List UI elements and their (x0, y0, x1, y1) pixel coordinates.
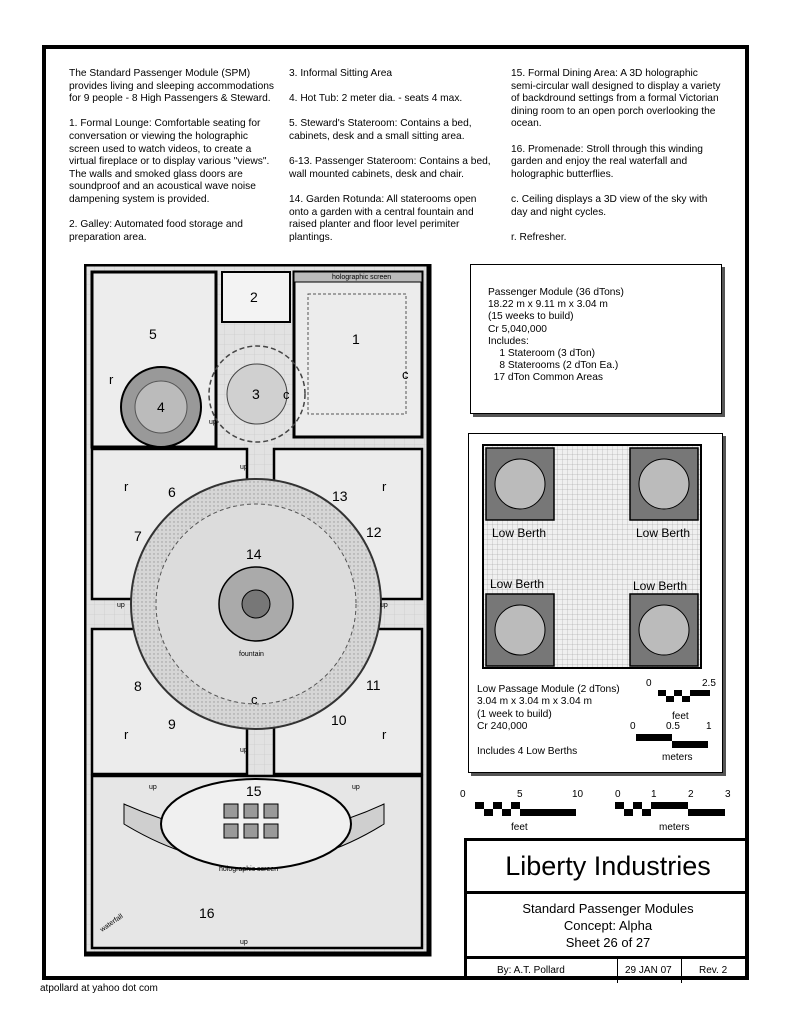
room-8: 8 (134, 678, 142, 694)
label-up-7: up (240, 939, 248, 946)
notes-column-3 (511, 68, 721, 257)
label-holo-dining: holographic screen (219, 866, 279, 873)
passenger-module-floor-plan (84, 264, 434, 964)
low-passage-module-plan (482, 444, 702, 669)
note-5: 5. Steward's Stateroom: Contains a bed, cabinets, desk and a small sitting area. (289, 118, 472, 142)
feet-tick-2: 10 (572, 789, 584, 800)
author-contact: atpollard at yahoo dot com (40, 983, 158, 994)
drawing-date: 29 JAN 07 (625, 965, 672, 976)
low-meters-tick-0: 0 (630, 721, 636, 732)
label-up-2: up (117, 602, 125, 609)
title-block (464, 838, 749, 980)
spec-line: Includes: (488, 335, 529, 347)
low-spec-line: (1 week to build) (477, 708, 552, 720)
label-up-6: up (352, 784, 360, 791)
passenger-module-specs (470, 264, 722, 414)
low-feet-tick-0: 0 (646, 678, 652, 689)
note-14: 14. Garden Rotunda: All staterooms open onto a garden with a central fountain and raised planter and floor level perimiter plantings. (289, 193, 477, 243)
low-meters-unit: meters (662, 752, 693, 763)
low-berth-label-3: Low Berth (490, 577, 545, 591)
note-6-13: 6-13. Passenger Stateroom: Contains a bed, wall mounted cabinets, desk and chair. (289, 156, 491, 180)
meters-tick-2: 2 (688, 789, 694, 800)
note-1: 1. Formal Lounge: Comfortable seating for conversation or viewing the holographic screen used to watch videos, to create a virtual fireplace or to display various "views". The walls and smoked glass doors are soundproof and an acoustical wave noise dampening system is provided. (69, 118, 270, 205)
label-r-2: r (124, 479, 129, 494)
room-1: 1 (352, 331, 360, 347)
room-4: 4 (157, 399, 165, 415)
title-footer (467, 956, 749, 983)
note-4: 4. Hot Tub: 2 meter dia. - seats 4 max. (289, 93, 463, 105)
low-spec-line: Cr 240,000 (477, 721, 528, 733)
room-2: 2 (250, 289, 258, 305)
note-c: c. Ceiling displays a 3D view of the sky with day and night cycles. (511, 193, 708, 218)
label-up-5: up (149, 784, 157, 791)
room-13: 13 (332, 488, 348, 504)
spec-line: (15 weeks to build) (488, 311, 574, 323)
low-feet-unit: feet (672, 711, 689, 722)
label-fountain: fountain (239, 651, 264, 658)
spec-line: 18.22 m x 9.11 m x 3.04 m (488, 299, 608, 311)
label-c-1: c (283, 387, 290, 402)
room-10: 10 (331, 712, 347, 728)
room-7: 7 (134, 528, 142, 544)
spec-line: 17 dTon Common Areas (488, 372, 603, 384)
meters-unit: meters (659, 822, 690, 833)
low-berth-label-4: Low Berth (633, 579, 688, 593)
title-info (467, 894, 749, 956)
room-6: 6 (168, 484, 176, 500)
low-spec-line: 3.04 m x 3.04 m x 3.04 m (477, 696, 592, 708)
spec-line: 1 Stateroom (3 dTon) (488, 348, 596, 360)
company-name: Liberty Industries (467, 841, 749, 894)
room-12: 12 (366, 524, 382, 540)
label-up-3: up (380, 602, 388, 609)
spec-line: 8 Staterooms (2 dTon Ea.) (488, 360, 619, 372)
label-r-1: r (109, 372, 114, 387)
label-r-3: r (382, 479, 387, 494)
feet-unit: feet (511, 822, 528, 833)
low-meters-tick-1: 0.5 (666, 721, 680, 732)
spec-line: Passenger Module (36 dTons) (488, 287, 624, 298)
note-16: 16. Promenade: Stroll through this winding garden and enjoy the real waterfall and holographic butterflies. (511, 143, 703, 180)
note-3: 3. Informal Sitting Area (289, 68, 393, 79)
low-berth-label-2: Low Berth (636, 526, 691, 540)
main-scales (455, 785, 745, 835)
label-c-3: c (251, 692, 258, 707)
label-up-4: up (240, 747, 248, 754)
note-15: 15. Formal Dining Area: A 3D holographic semi-circular wall designed to display a variety of backdround settings from a formal Victorian dining room to an open porch overlooking the ocean. (511, 68, 721, 130)
note-r: r. Refresher. (511, 231, 567, 243)
label-up-8: up (209, 419, 217, 426)
room-15: 15 (246, 783, 262, 799)
room-14: 14 (246, 546, 262, 562)
low-spec-line (477, 734, 620, 746)
low-passage-module-specs (477, 684, 620, 758)
feet-tick-1: 5 (517, 789, 523, 800)
low-spec-line: Includes 4 Low Berths (477, 746, 578, 758)
feet-tick-0: 0 (460, 789, 466, 800)
revision: Rev. 2 (699, 965, 728, 976)
meters-tick-0: 0 (615, 789, 621, 800)
notes-column-2 (289, 68, 492, 257)
notes-column-1 (69, 68, 275, 257)
label-r-5: r (382, 727, 387, 742)
room-16: 16 (199, 905, 215, 921)
label-waterfall: waterfall (99, 912, 125, 934)
author: By: A.T. Pollard (497, 965, 565, 976)
low-meters-tick-2: 1 (706, 721, 712, 732)
spec-line: Cr 5,040,000 (488, 323, 547, 335)
drawing-title: Standard Passenger Modules (522, 901, 694, 916)
room-9: 9 (168, 716, 176, 732)
note-intro: The Standard Passenger Module (SPM) provides living and sleeping accommodations for 9 people - 8 High Passengers & Steward. (69, 68, 274, 105)
label-r-4: r (124, 727, 129, 742)
room-3: 3 (252, 386, 260, 402)
low-spec-line: Low Passage Module (2 dTons) (477, 684, 620, 695)
low-feet-tick-1: 2.5 (702, 678, 716, 689)
label-c-2: c (402, 367, 409, 382)
room-5: 5 (149, 326, 157, 342)
label-up-1: up (240, 464, 248, 471)
meters-tick-1: 1 (651, 789, 657, 800)
sheet-number: Sheet 26 of 27 (565, 935, 651, 950)
room-11: 11 (366, 677, 381, 693)
low-module-scales (628, 676, 718, 764)
meters-tick-3: 3 (725, 789, 731, 800)
drawing-concept: Concept: Alpha (563, 918, 653, 933)
label-holo-top: holographic screen (332, 274, 392, 281)
formal-lounge (294, 272, 422, 437)
note-2: 2. Galley: Automated food storage and preparation area. (69, 219, 243, 243)
low-berth-label-1: Low Berth (492, 526, 547, 540)
